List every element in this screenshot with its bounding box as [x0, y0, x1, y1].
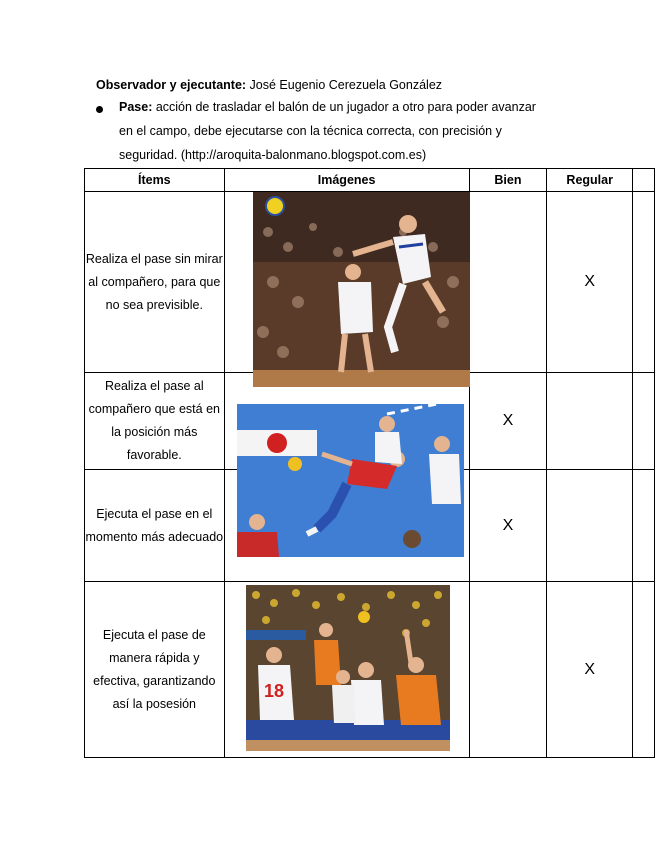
bien-cell: [469, 582, 547, 758]
bien-cell: [469, 192, 547, 373]
bullet-line-1: Pase: acción de trasladar el balón de un jugador a otro para poder avanzar: [119, 100, 536, 114]
header-items: Ítems: [85, 169, 225, 192]
table-header-row: [85, 169, 655, 192]
extra-cell: [633, 192, 655, 373]
svg-text:18: 18: [264, 681, 285, 701]
handball-photo-arena-jump: [253, 192, 470, 387]
bullet-line-3: seguridad. (http://aroquita-balonmano.blogspot.com.es): [119, 148, 427, 162]
header-extra: [633, 169, 655, 192]
header-images: Imágenes: [224, 169, 469, 192]
header-regular: Regular: [547, 169, 633, 192]
handball-photo-womens-match: [246, 585, 450, 751]
observer-label: Observador y ejecutante:: [96, 78, 247, 92]
handball-photo-court-dive: [237, 404, 464, 557]
bullet-icon: [96, 106, 103, 113]
item-cell: Realiza el pase al compañero que está en la posición más favorable.: [85, 373, 225, 470]
bullet-term: Pase:: [119, 100, 153, 114]
item-cell: Realiza el pase sin mirar al compañero, para que no sea previsible.: [85, 192, 225, 373]
extra-cell: [633, 373, 655, 470]
regular-cell: X: [547, 192, 633, 373]
bien-cell: X: [469, 470, 547, 582]
bien-cell: X: [469, 373, 547, 470]
extra-cell: [633, 470, 655, 582]
regular-cell: [547, 470, 633, 582]
header-bien: Bien: [469, 169, 547, 192]
regular-cell: X: [547, 582, 633, 758]
item-cell: Ejecuta el pase de manera rápida y efectiva, garantizando así la posesión: [85, 582, 225, 758]
regular-cell: [547, 373, 633, 470]
observer-line: [96, 77, 442, 93]
bullet-line-2: en el campo, debe ejecutarse con la técnica correcta, con precisión y: [119, 124, 502, 138]
item-cell: Ejecuta el pase en el momento más adecuado: [85, 470, 225, 582]
extra-cell: [633, 582, 655, 758]
observer-name: José Eugenio Cerezuela González: [246, 78, 443, 92]
